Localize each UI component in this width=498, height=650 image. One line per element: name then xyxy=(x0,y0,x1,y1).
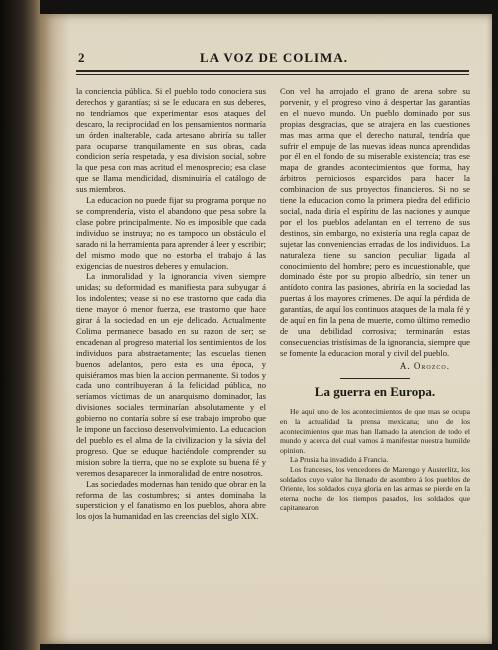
section-heading: La guerra en Europa. xyxy=(314,383,436,399)
article-paragraph: La educacion no puede fijar su programa porque no se comprendería, visto el abandono que pesa sobre la clase pobre principalmente. No es imposible que cada individuo se instruya; no es tampoco un obstáculo el sarado ni la herramienta para aprender á leer y escribir; del mismo modo que no estorba el trabajo á las exigencias de nuestros deberes y emulacion. xyxy=(76,195,266,271)
author-signature: A. Orozco. xyxy=(399,360,450,371)
section-body xyxy=(280,407,470,513)
article-paragraph: La inmoralidad y la ignorancia viven siempre unidas; su deformidad es manifiesta para subyugar á los indolentes; vease si no ese trastorno que cada dia tiene mayor ó menor fuerza, ese trastorno que hace girar á la sociedad en un eje delicado. Actualmente Colima permanece basado en su razon de ser; se encadenan al progreso material los sentimientos de los individuos para abstraetamente; las escuelas tienen buenos adelantos, pero esta es una época, y quisiéramos mas bien la accion permanente. Si todos y cada uno contribuyeran á la felicidad pública, no seríamos víctimas de un anarquismo dominador, las divisiones sociales terminarían absolutamente y el gobierno no contaría sobre sí ese trabajo improbo que le impone un faccioso desenvolvimiento. La educacion del pueblo es el alma de la civilizacion y la sávia del progreso. Que se eduque haciéndole comprender su mision sobre la tierra, que no se explote su buena fé y veremos desaparecer la inmoralidad de entre nosotros. xyxy=(76,271,266,478)
page-gutter-shadow xyxy=(40,14,70,644)
article-paragraph: He aquí uno de los acontecimientos de que mas se ocupa en la actualidad la prensa mexicana; uno de los acontecimientos que mas han llamado la atencion de todo el mundo y acerca del cual vamos á manifestar nuestra humilde opinion. xyxy=(280,407,470,455)
right-column xyxy=(280,86,470,513)
article-paragraph: Los franceses, los vencedores de Marengo y Austerlitz, los soldados cuyo valor ha llenado de asombro á los pueblos de Oriente, los soldados cuya gloria en las armas se pierde en la eterna noche de los tiempos pasados, los soldados que capitanearon xyxy=(280,465,470,513)
article-paragraph: la conciencia pública. Si el pueblo todo conociera sus derechos y garantías; si se le educara en sus deberes, no tendríamos que experimentar esos ataques del descaro, la reciprocidad en los pensamientos normaría un órden inalterable, cada artesano abriría su taller para ocuparse tranquilamente en sus obras, cada condicion sería respetada, y esa division social, sobre la que pesa con mas acritud el menosprecio; esa clase que se llama mendicidad, disminuiría el catálogo de sus miembros. xyxy=(76,86,266,195)
header-rule-thin xyxy=(76,74,469,75)
article-paragraph: Las sociedades modernas han tenido que obrar en la reforma de las costumbres; si antes dominaba la supersticion y el fanatismo en los pueblos, ahora abre los ojos la humanidad en las creencias del siglo XIX. xyxy=(76,478,266,522)
page-number: 2 xyxy=(78,50,85,65)
book-binding xyxy=(0,0,40,650)
article-paragraph: La Prusia ha invadido á Francia. xyxy=(290,455,389,465)
header-rule-thick xyxy=(76,70,469,72)
article-paragraph: Con vel ha arrojado el grano de arena sobre su porvenir, y el progreso vino á despertar las garantías en el nuevo mundo. Un pueblo dominado por sus propias desgracias, que se atrajera en las cuestiones mas mas arma que el derecho natural, tendría que sufrir el empuje de las nuevas ideas nunca aprendidas por él en el fondo de su miserable existencia; tras ese mapa de grandes acontecimientos que forma, hay árbitros perniciosos esparcidos para hacer la combinacion de sus proyectos financieros. Si no se tiene la educacion como la primera piedra del edificio social, nada diría el espíritu de las naciones y aunque por el los pueblos adelantan en el terreno de sus destinos, sin embargo, no existería una regla capaz de sujetar las conveniencias erradas de los individuos. La naturaleza tiene su sancion peculiar ligada al conocimiento del hombre; pero es incuestionable, que dominado éste por su propio albedrío, sin tener un antídoto contra las pasiones, abriría en la sociedad las puertas á los mayores crímenes. De aquí la pérdida de garantías, de aquí los continuos ataques de la mala fé y de aquí en fin la pena de muerte, como último remedio de una debilidad corrosiva; terminarán estas consecuencias tristísimas de la ignorancia, siempre que se fomente la educacion moral y civil del pueblo. xyxy=(280,86,470,358)
masthead-title: LA VOZ DE COLIMA. xyxy=(200,50,348,65)
section-divider xyxy=(340,378,410,379)
left-column xyxy=(76,86,266,522)
